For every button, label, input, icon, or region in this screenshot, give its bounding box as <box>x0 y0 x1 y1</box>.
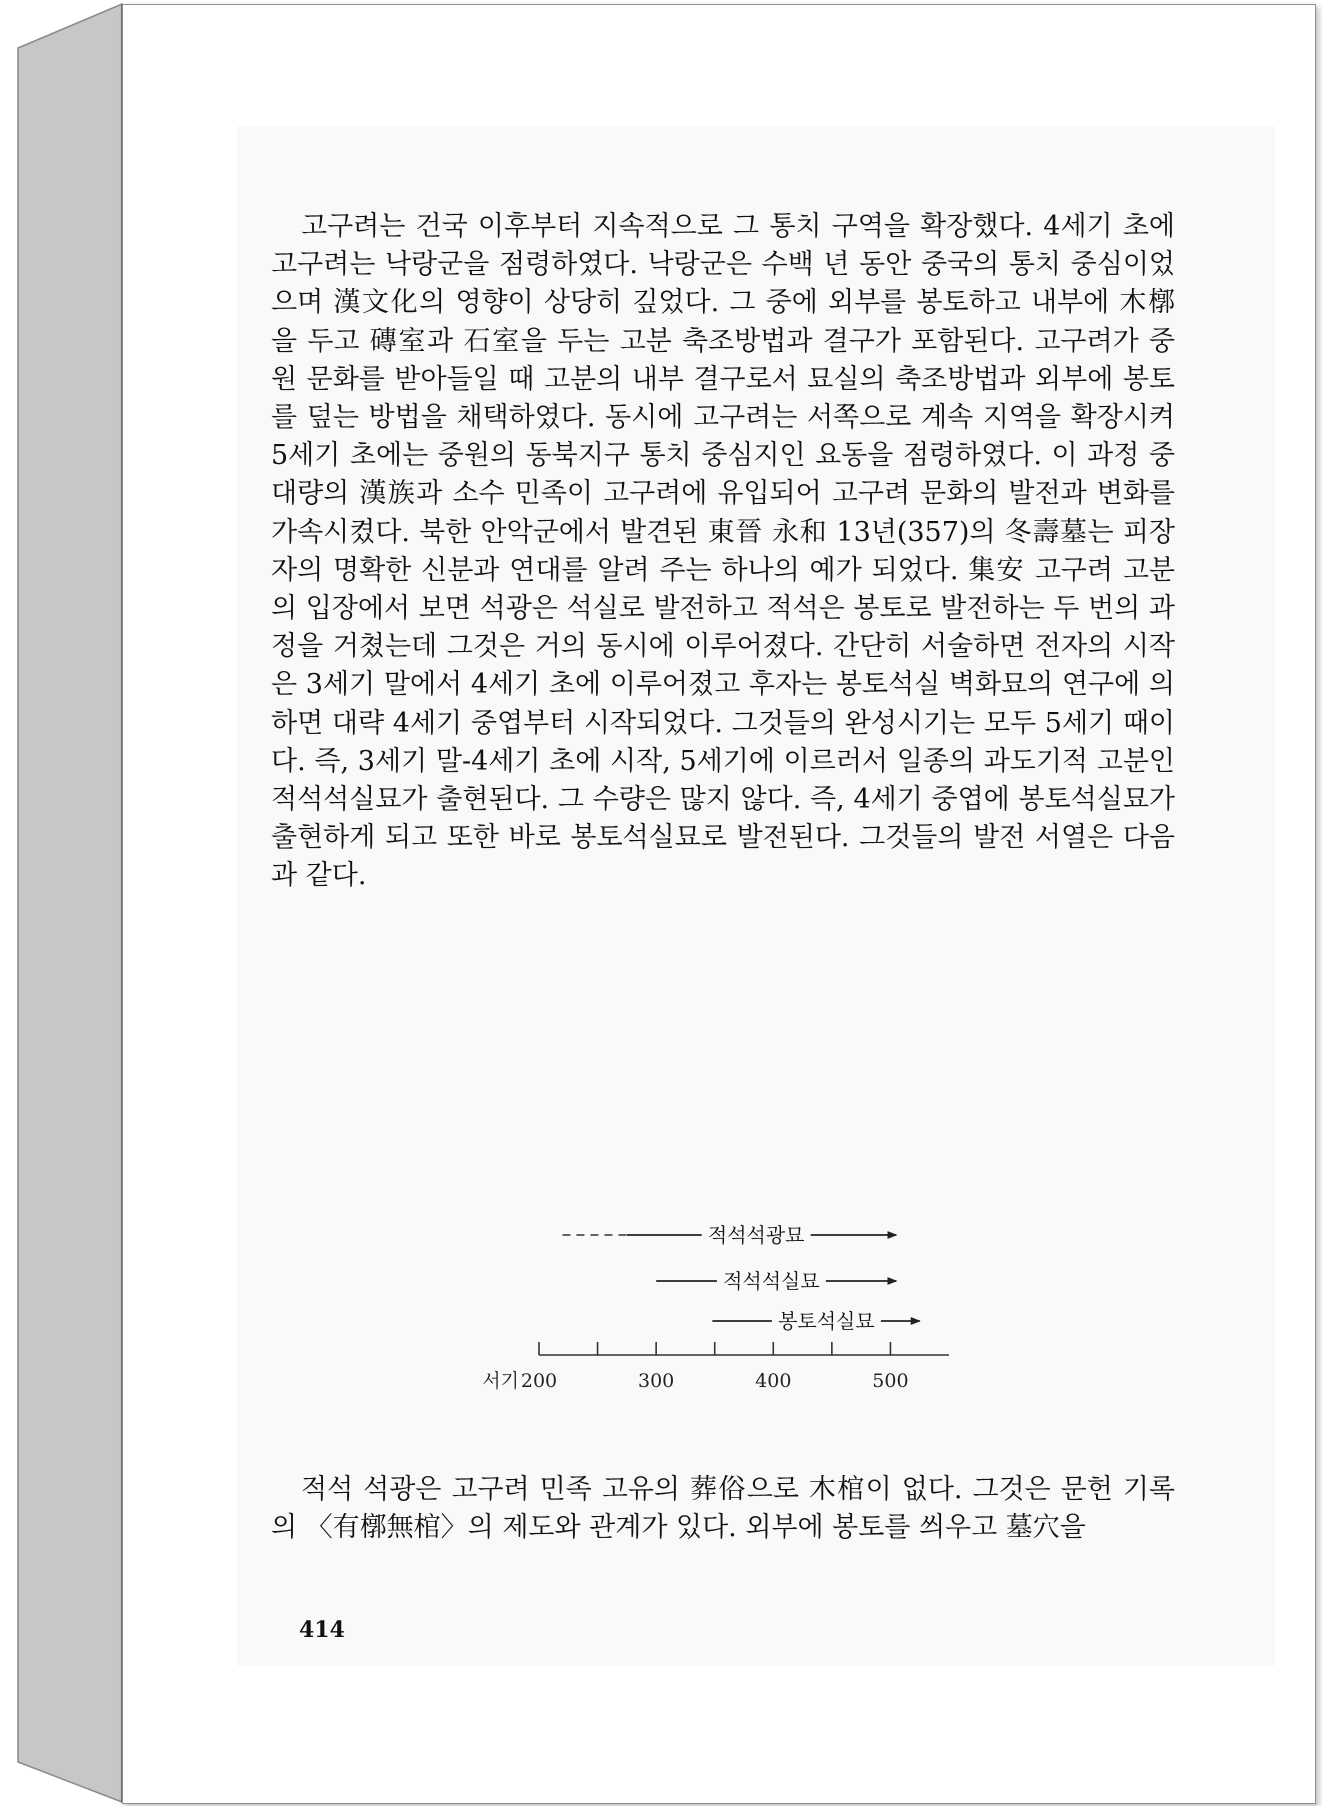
book-page <box>122 4 1316 1804</box>
series-label: 적석석광묘 <box>707 1223 805 1247</box>
body-paragraph-2: 적석 석광은 고구려 민족 고유의 葬俗으로 木棺이 없다. 그것은 문헌 기록의 〈有槨無棺〉의 제도와 관계가 있다. 외부에 봉토를 씌우고 墓穴을 <box>271 1474 1175 1544</box>
series-label: 적석석실묘 <box>723 1269 820 1293</box>
axis-tick-label: 200 <box>520 1370 558 1392</box>
series-label: 봉토석실묘 <box>778 1309 875 1333</box>
axis-tick-label: 300 <box>638 1370 675 1392</box>
axis-tick-label: 500 <box>872 1370 909 1392</box>
body-paragraph-1: 고구려는 건국 이후부터 지속적으로 그 통치 구역을 확장했다. 4세기 초에 고구려는 낙랑군을 점령하였다. 낙랑군은 수백 년 동안 중국의 통치 중심이었으며 漢文化의 영향이 상당히 깊었다. 그 중에 외부를 봉토하고 내부에 木槨을 두고 磚室과 石室을 두는 고분 축조방법과 결구가 포함된다. 고구려가 중원 문화를 받아들일 때 고분의 내부 결구로서 묘실의 축조방법과 외부에 봉토를 덮는 방법을 채택하였다. 동시에 고구려는 서쪽으로 계속 지역을 확장시켜 5세기 초에는 중원의 동북지구 통치 중심지인 요동을 점령하였다. 이 과정 중 대량의 漢族과 소수 민족이 고구려에 유입되어 고구려 문화의 발전과 변화를 가속시켰다. 북한 안악군에서 발견된 東晉 永和 13년(357)의 冬壽墓는 피장자의 명확한 신분과 연대를 알려 주는 하나의 예가 되었다. 集安 고구려 고분의 입장에서 보면 석광은 석실로 발전하고 적석은 봉토로 발전하는 두 번의 과정을 거쳤는데 그것은 거의 동시에 이루어졌다. 간단히 서술하면 전자의 시작은 3세기 말에서 4세기 초에 이루어졌고 후자는 봉토석실 벽화묘의 연구에 의하면 대략 4세기 중엽부터 시작되었다. 그것들의 완성시기는 모두 5세기 때이다. 즉, 3세기 말-4세기 초에 시작, 5세기에 이르러서 일종의 과도기적 고분인 적석석실묘가 출현된다. 그 수량은 많지 않다. 즉, 4세기 중엽에 봉토석실묘가 출현하게 되고 또한 바로 봉토석실묘로 발전된다. 그것들의 발전 서열은 다음과 같다. <box>271 211 1175 892</box>
page-number: 414 <box>299 1617 345 1643</box>
axis-prefix-label: 서기 <box>482 1370 519 1392</box>
tomb-development-timeline <box>359 1203 959 1408</box>
axis-tick-label: 400 <box>755 1370 792 1392</box>
book-spine <box>0 0 124 1806</box>
